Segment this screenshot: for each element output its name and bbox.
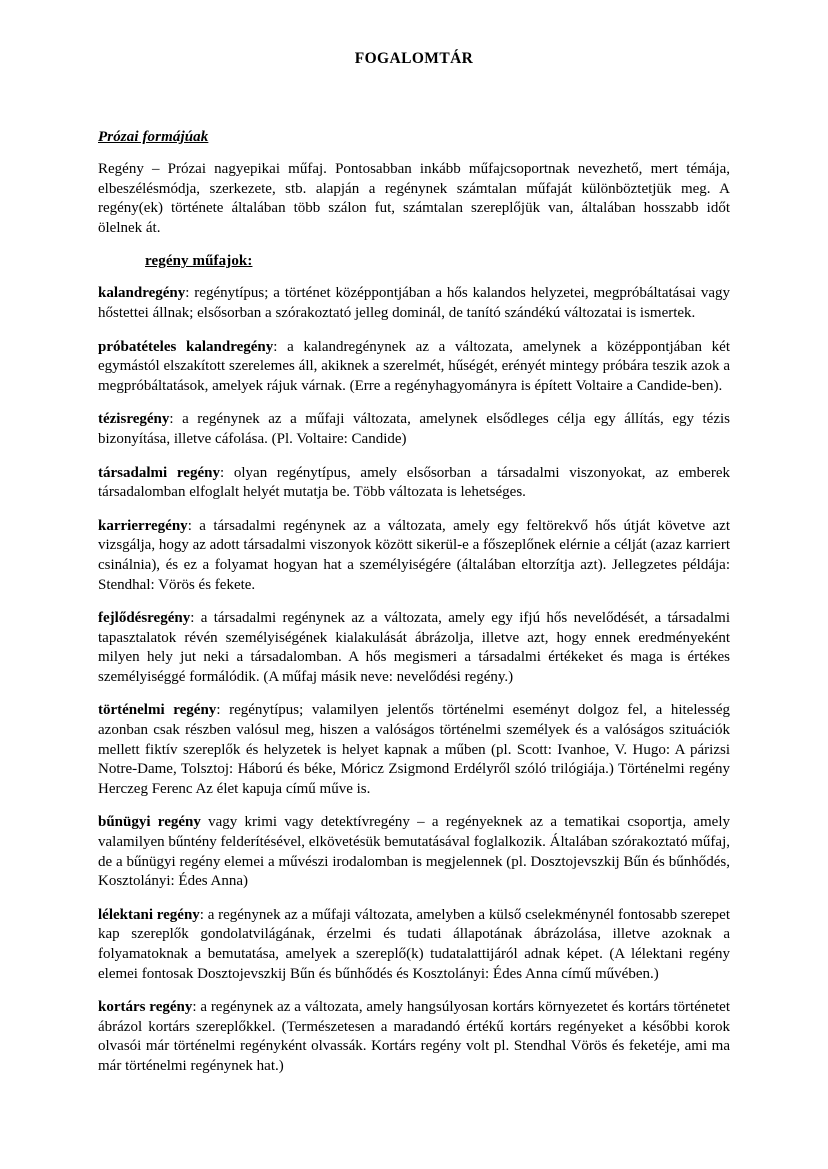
entry-term: bűnügyi regény [98,814,201,831]
entry-term: próbatételes kalandregény [98,338,274,355]
entry-body: : a regénynek az a változata, amely hangsúlyosan kortárs környezetet és kortárs történetet ábrázol kortárs szereplőkkel. (Természetesen a maradandó értékű kortárs regényeket a későbbi korok olvasói már történelmi regényként olvassák. Kortárs regény volt pl. Stendhal Vörös és feketéje, ami ma már történelmi regénynek hat.) [98,999,730,1074]
entry-body: : regénytípus; a történet középpontjában a hős kalandos helyzetei, megpróbáltatásai vagy hőstettei állnak; elsősorban a szórakoztató jelleg dominál, de tanító szándékú változatai is ismertek. [98,285,730,321]
entry-karrierregeny [98,503,730,595]
document-content [98,0,730,1097]
entry-term: tézisregény [98,411,170,428]
page-title: FOGALOMTÁR [354,50,474,67]
sub-heading-regeny-mufajok: regény műfajok: [145,253,253,270]
entry-probateteles-kalandregeny [98,324,730,397]
entry-term: karrierregény [98,517,188,534]
entry-body: vagy krimi vagy detektívregény – a regényeknek az a tematikai csoportja, amely valamilyen bűntény felderítésével, elkövetésük bemutatásával foglalkozik. Általában szórakoztató műfaj, de a bűnügyi regény elemei a művészi irodalomban is megjelennek (pl. Dosztojevszkij Bűn és bűnhődés, Kosztolányi: Édes Anna) [98,814,730,890]
entry-regeny [98,146,730,238]
entry-term: társadalmi regény [98,464,220,481]
entry-term: kalandregény [98,285,186,302]
entry-body: – Prózai nagyepikai műfaj. Pontosabban inkább műfajcsoportnak nevezhető, mert témája, elbeszélésmódja, szerkezete, stb. alapján a regénynek számtalan műfaját különböztetjük meg. A regény(ek) története általában több szálon fut, számtalan szereplőjük van, általában hosszabb időt ölelnek át. [98,161,730,236]
entry-body: : a társadalmi regénynek az a változata, amely egy feltörekvő hős útját követve azt vizsgálja, hogy az adott társadalmi viszonyok között sikerül-e a főszeplőnek elérnie a célját (azaz karriert csinálnia), és ez a folyamat hogyan hat a személyiségére (általában eltorzítja azt). Jellegzetes példája: Stendhal: Vörös és fekete. [98,517,730,593]
entry-body: : a regénynek az a műfaji változata, amelyben a külső cselekménynél fontosabb szerepet kap szereplők gondolatvilágának, érzelmi és tudati állapotának ábrázolása, illetve azoknak a folyamatoknak a bemutatása, amelyek a szereplő(k) tudatalattijáról adnak képet. (A lélektani regény elemei fontosak Dosztojevszkij Bűn és bűnhődés és Kosztolányi: Édes Anna című művében.) [98,906,730,982]
entry-term: Regény [98,161,144,177]
entry-tortenelmi-regeny [98,687,730,799]
entry-body: : a kalandregénynek az a változata, amelynek a középpontjában két egymástól elszakított szerelemes áll, akiknek a szerelmét, hűségét, erényét mintegy próbára teszik azok a megpróbáltatások, amelyek rájuk várnak. (Erre a regényhagyományra is épített Voltaire a Candide-ben). [98,338,730,394]
entry-kortars-regeny [98,984,730,1096]
entry-body: : regénytípus; valamilyen jelentős történelmi eseményt dolgoz fel, a hitelesség azonban csak részben valósul meg, hiszen a valóságos történelmi személyek és a valóságos szituációk mellett fiktív szereplők és helyzetek is helyet kapnak a műben (pl. Scott: Ivanhoe, V. Hugo: A párizsi Notre-Dame, Tolsztoj: Háború és béke, Móricz Zsigmond Erdélyről szóló trilógiája.) Történelmi regény Herczeg Ferenc Az élet kapuja című műve is. [98,702,730,797]
entry-fejlodesregeny [98,595,730,687]
section-heading-prozai-formajuak: Prózai formájúak [98,129,209,145]
entry-tarsadalmi-regeny [98,450,730,503]
entry-kalandregeny [98,270,730,323]
entry-lelektani-regeny [98,892,730,984]
entry-term: történelmi regény [98,702,217,719]
entry-term: fejlődésregény [98,610,191,627]
entry-term: kortárs regény [98,999,193,1016]
entry-body: : olyan regénytípus, amely elsősorban a társadalmi viszonyokat, az emberek társadalomban elfoglalt helyét mutatja be. Több változata is lehetséges. [98,464,730,501]
entry-term: lélektani regény [98,906,200,923]
entry-tezisregeny [98,396,730,449]
entry-body: : a társadalmi regénynek az a változata, amely egy ifjú hős nevelődését, a társadalmi tapasztalatok révén személyiségének kialakulását ábrázolja, illetve azt, hogy ennek eredményeként milyen hely jut neki a társadalomban. A hős megismeri a társadalmi értékeket és maga is értékes személyiséggé formálódik. (A műfaj másik neve: nevelődési regény.) [98,610,730,685]
entry-body: : a regénynek az a műfaji változata, amelynek elsődleges célja egy állítás, egy tézis bizonyítása, illetve cáfolása. (Pl. Voltaire: Candide) [98,411,730,447]
entry-bunugyi-regeny [98,799,730,891]
